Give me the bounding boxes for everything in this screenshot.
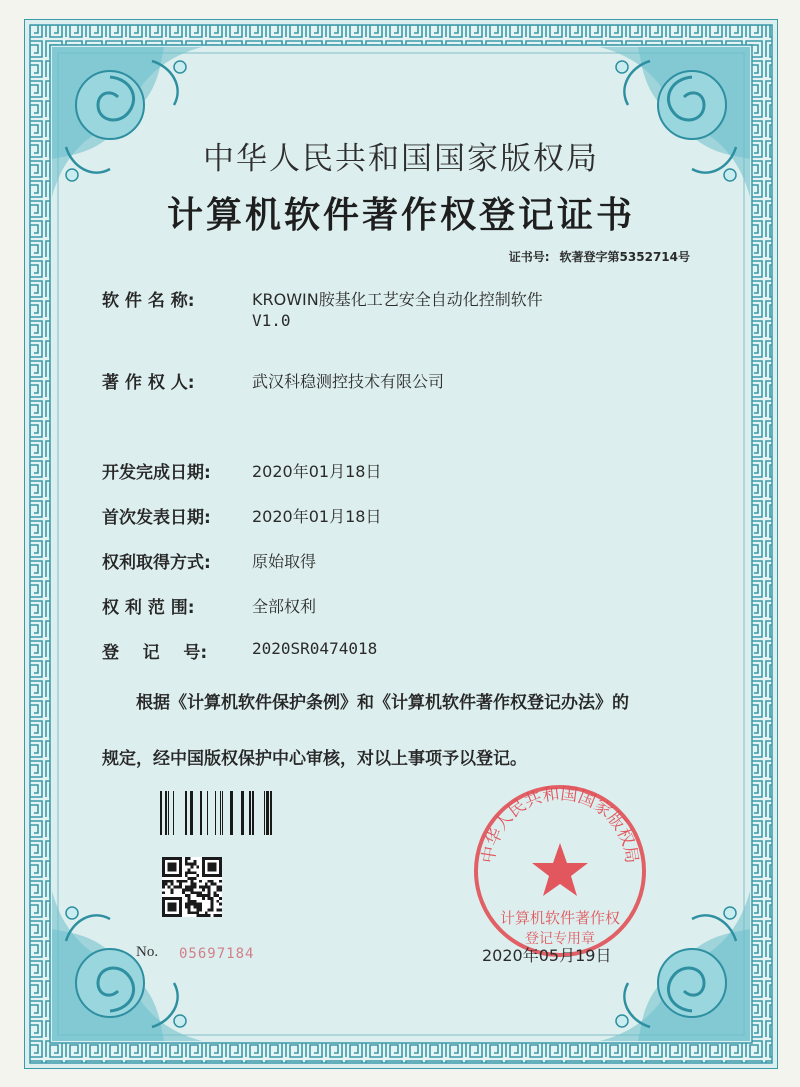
qr-module [188,871,191,874]
qr-module [171,880,174,883]
seal-line-1: 计算机软件著作权 [499,909,621,927]
certificate-number [509,248,690,265]
barcode-bar [264,791,265,835]
qr-module [185,857,188,860]
software-name-label: 软 件 名 称: [102,291,195,311]
qr-module [188,897,191,900]
qr-module [202,894,205,897]
issue-date: 2020年05月19日 [482,946,612,965]
qr-module [185,880,188,883]
qr-module [219,880,222,883]
certificate-number-value: 软著登字第5352714号 [559,250,690,264]
qr-module [188,911,191,914]
qr-module [168,886,171,889]
barcode-bar [168,791,169,835]
dev-date-label: 开发完成日期: [102,463,211,483]
qr-module [205,894,208,897]
certificate-title: 计算机软件著作权登记证书 [166,194,635,236]
qr-module [193,863,196,866]
qr-module [191,903,194,906]
qr-module [171,891,174,894]
registration-number-value: 2020SR0474018 [252,639,378,658]
software-name-value: KROWIN胺基化工艺安全自动化控制软件 [252,290,543,309]
qr-module [199,894,202,897]
barcode-bar [207,791,208,835]
qr-module [193,860,196,863]
barcode-bar [160,791,162,835]
qr-module [188,886,191,889]
qr-module [211,903,214,906]
barcode-bar [222,791,223,835]
qr-module [208,908,211,911]
qr-finder-core [168,903,177,912]
qr-module [199,903,202,906]
barcode-bar [185,791,187,835]
statement-line-2: 规定，经中国版权保护中心审核，对以上事项予以登记。 [102,749,527,769]
qr-module [208,880,211,883]
qr-module [208,914,211,917]
qr-module [196,894,199,897]
qr-module [193,903,196,906]
qr-module [165,880,168,883]
barcode-bar [230,791,233,835]
acquire-method-value: 原始取得 [252,552,317,571]
qr-module [193,891,196,894]
qr-module [219,914,222,917]
qr-module [202,914,205,917]
qr-module [211,883,214,886]
qr-module [162,880,165,883]
qr-module [205,886,208,889]
barcode-bar [241,791,244,835]
qr-module [191,886,194,889]
qr-module [185,871,188,874]
qr-module [179,883,182,886]
qr-module [211,880,214,883]
qr-module [199,891,202,894]
qr-module [162,891,165,894]
serial-label: No. [136,944,159,960]
qr-module [216,900,219,903]
qr-module [199,880,202,883]
qr-module [188,888,191,891]
owner-value: 武汉科稳测控技术有限公司 [252,372,445,391]
qr-module [185,894,188,897]
qr-module [196,906,199,909]
qr-module [196,866,199,869]
barcode-bar [266,791,269,835]
qr-module [205,911,208,914]
qr-module [205,914,208,917]
qr-module [179,886,182,889]
qr-module [219,888,222,891]
qr-module [193,906,196,909]
qr-module [165,883,168,886]
qr-module [213,914,216,917]
qr-module [191,880,194,883]
qr-module [173,886,176,889]
qr-module [205,883,208,886]
qr-module [162,883,165,886]
qr-module [199,914,202,917]
qr-module [191,877,194,880]
qr-module [199,908,202,911]
qr-module [193,883,196,886]
qr-module [182,891,185,894]
qr-module [219,903,222,906]
qr-module [171,888,174,891]
qr-module [211,897,214,900]
qr-module [185,906,188,909]
barcode-bar [165,791,167,835]
qr-module [211,908,214,911]
qr-module [213,883,216,886]
qr-module [188,906,191,909]
barcode [160,791,272,835]
qr-module [219,897,222,900]
qr-module [193,871,196,874]
qr-module [185,863,188,866]
qr-module [185,860,188,863]
qr-module [199,886,202,889]
qr-module [176,880,179,883]
barcode-bar [215,791,216,835]
publish-date-label: 首次发表日期: [102,508,211,528]
owner-label: 著 作 权 人: [102,373,195,393]
qr-module [196,874,199,877]
barcode-bar [173,791,174,835]
qr-module [196,908,199,911]
qr-module [191,866,194,869]
qr-module [202,888,205,891]
qr-module [208,897,211,900]
qr-module [191,871,194,874]
qr-module [162,886,165,889]
statement-line-1: 根据《计算机软件保护条例》和《计算机软件著作权登记办法》的 [136,693,629,713]
qr-module [188,908,191,911]
qr-module [196,914,199,917]
software-version-value: V1.0 [252,311,291,330]
qr-module [219,886,222,889]
registration-number-label: 登 记 号: [102,643,208,663]
qr-module [182,888,185,891]
qr-module [188,894,191,897]
qr-module [216,894,219,897]
qr-module [208,888,211,891]
qr-finder-core [208,863,217,872]
qr-module [176,886,179,889]
publish-date-value: 2020年01月18日 [252,507,382,526]
rights-scope-label: 权 利 范 围: [102,598,195,618]
qr-module [188,900,191,903]
qr-module [208,894,211,897]
qr-module [191,863,194,866]
qr-module [188,903,191,906]
qr-module [188,863,191,866]
qr-module [188,868,191,871]
qr-module [196,911,199,914]
qr-module [196,891,199,894]
seal-star-icon [532,843,588,896]
seal-ring-text: 中华人民共和国国家版权局 [478,784,642,865]
qr-module [168,880,171,883]
rights-scope-value: 全部权利 [252,597,317,616]
barcode-bar [270,791,272,835]
qr-module [188,877,191,880]
qr-module [202,897,205,900]
qr-module [193,911,196,914]
qr-module [216,888,219,891]
qr-module [216,886,219,889]
qr-module [202,886,205,889]
qr-module [196,903,199,906]
qr-module [213,894,216,897]
qr-finder-core [168,863,177,872]
qr-module [213,891,216,894]
barcode-bar [220,791,221,835]
qr-module [208,891,211,894]
qr-module [191,883,194,886]
qr-code [162,857,222,917]
qr-module [193,886,196,889]
barcode-bar [190,791,193,835]
qr-module [171,883,174,886]
qr-module [216,914,219,917]
serial-number: 05697184 [179,946,255,962]
qr-module [216,908,219,911]
barcode-bar [252,791,254,835]
qr-module [191,900,194,903]
qr-module [185,874,188,877]
qr-module [211,906,214,909]
qr-module [182,880,185,883]
certificate-number-label: 证书号: [508,250,550,264]
acquire-method-label: 权利取得方式: [102,553,211,573]
qr-module [185,888,188,891]
qr-module [191,911,194,914]
qr-module [193,900,196,903]
registration-statement [102,675,742,787]
qr-module [211,900,214,903]
official-seal [470,781,650,961]
certificate [24,19,778,1069]
qr-module [199,906,202,909]
dev-date-value: 2020年01月18日 [252,462,382,481]
qr-module [185,903,188,906]
qr-module [179,880,182,883]
seal-line-2: 登记专用章 [525,931,595,947]
qr-module [191,888,194,891]
qr-module [208,886,211,889]
qr-module [193,877,196,880]
qr-module [219,908,222,911]
barcode-bar [200,791,202,835]
qr-module [188,857,191,860]
issuer-title: 中华人民共和国国家版权局 [203,141,599,177]
barcode-bar [249,791,251,835]
qr-module [185,886,188,889]
qr-module [191,891,194,894]
